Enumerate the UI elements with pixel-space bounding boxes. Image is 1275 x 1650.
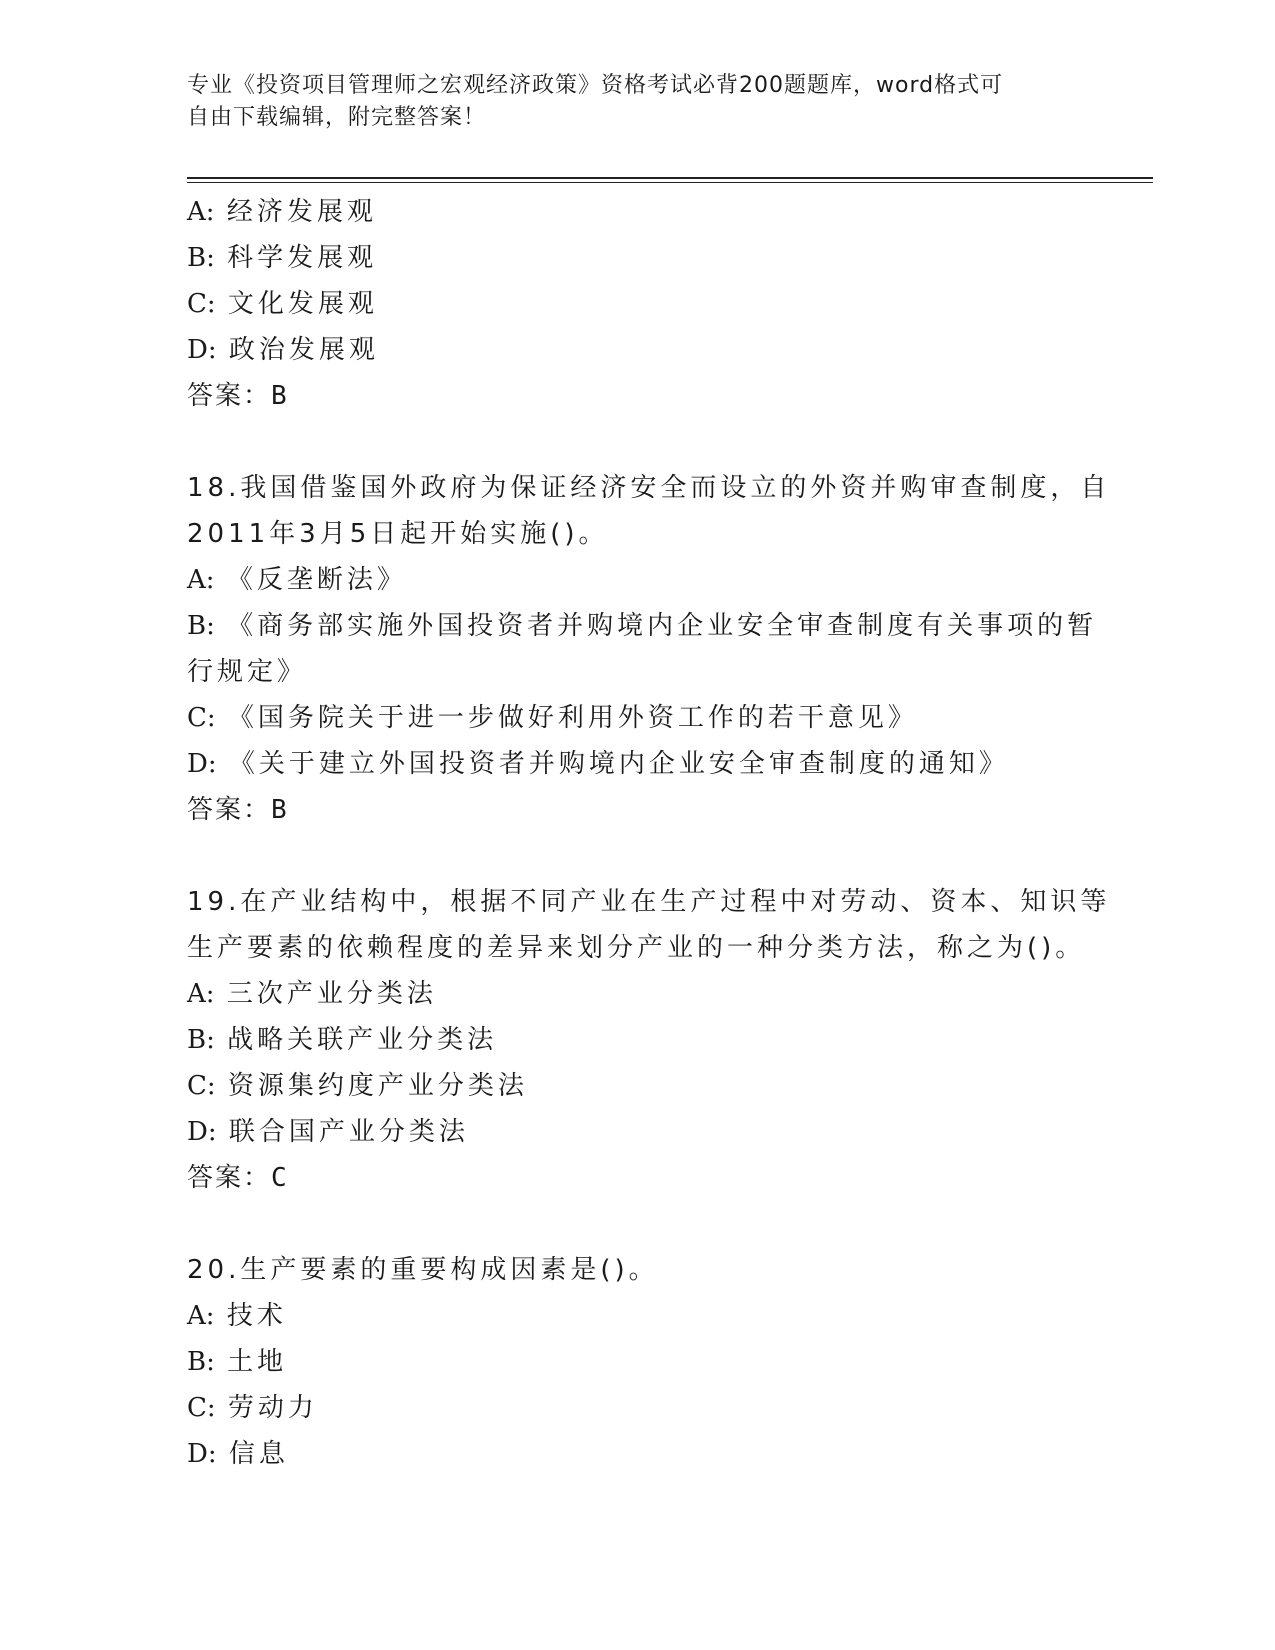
option-c: C: 文化发展观 (187, 289, 378, 319)
question-17-continued (187, 189, 1087, 419)
option-b: B: 战略关联产业分类法 (187, 1025, 498, 1055)
option-b: B: 土地 (187, 1347, 288, 1377)
spacer (187, 1201, 1087, 1247)
question-stem-continued: 2011年3月5日起开始实施()。 (187, 519, 609, 549)
option-d: D: 联合国产业分类法 (187, 1117, 469, 1147)
answer: 答案：C (187, 1163, 287, 1193)
option-c: C: 劳动力 (187, 1393, 318, 1423)
option-d: D: 《关于建立外国投资者并购境内企业安全审查制度的通知》 (187, 749, 1009, 779)
option-a: A: 经济发展观 (187, 197, 377, 227)
option-b: B: 科学发展观 (187, 243, 378, 273)
option-d: D: 信息 (187, 1439, 289, 1469)
option-b: B: 《商务部实施外国投资者并购境内企业安全审查制度有关事项的暂 (187, 611, 1098, 641)
header-line-1: 专业《投资项目管理师之宏观经济政策》资格考试必背200题题库，word格式可 (187, 73, 1004, 98)
question-18 (187, 465, 1111, 833)
question-20 (187, 1247, 1087, 1477)
question-stem-continued: 生产要素的依赖程度的差异来划分产业的一种分类方法，称之为()。 (187, 933, 1086, 963)
question-19 (187, 879, 1111, 1201)
option-a: A: 《反垄断法》 (187, 565, 407, 595)
document-header (187, 70, 1067, 134)
option-c: C: 资源集约度产业分类法 (187, 1071, 528, 1101)
spacer (187, 419, 1087, 465)
question-stem: 20.生产要素的重要构成因素是()。 (187, 1255, 659, 1285)
answer: 答案：B (187, 795, 287, 825)
option-a: A: 三次产业分类法 (187, 979, 437, 1009)
header-rule-thick (187, 177, 1153, 179)
header-line-2: 自由下载编辑，附完整答案！ (187, 105, 487, 130)
question-stem: 19.在产业结构中，根据不同产业在生产过程中对劳动、资本、知识等 (187, 887, 1111, 917)
question-stem: 18.我国借鉴国外政府为保证经济安全而设立的外资并购审查制度，自 (187, 473, 1111, 503)
spacer (187, 833, 1087, 879)
answer: 答案：B (187, 381, 287, 411)
option-a: A: 技术 (187, 1301, 287, 1331)
option-c: C: 《国务院关于进一步做好利用外资工作的若干意见》 (187, 703, 918, 733)
question-content (187, 189, 1111, 1477)
option-b-continued: 行规定》 (187, 657, 308, 687)
header-rule-thin (187, 182, 1153, 183)
option-d: D: 政治发展观 (187, 335, 379, 365)
